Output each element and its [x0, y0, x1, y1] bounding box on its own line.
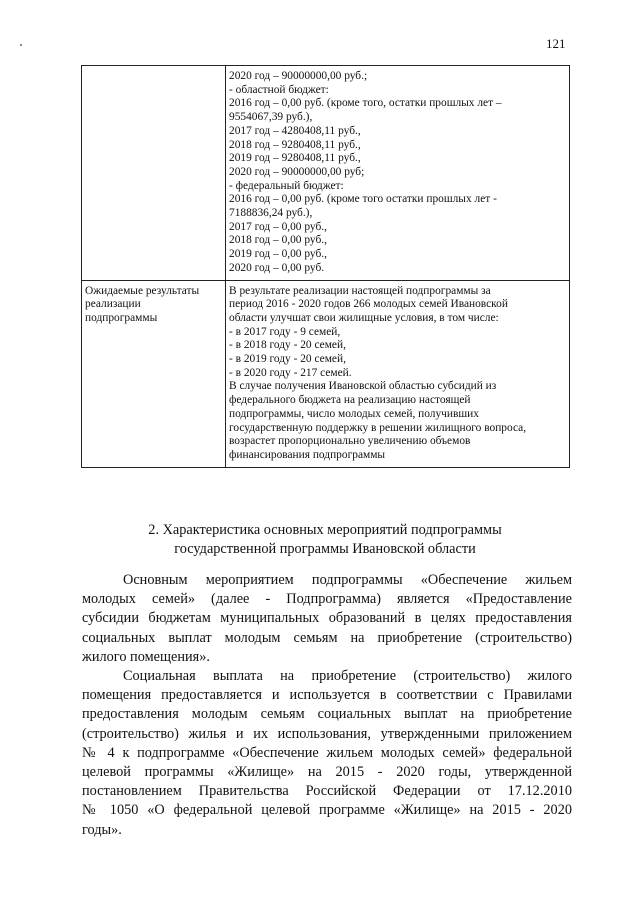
text-line: 2018 год – 9280408,11 руб., [229, 138, 361, 151]
text-line: подпрограммы [85, 311, 158, 324]
text-line: подпрограммы, число молодых семей, получивших [229, 407, 479, 420]
text-line: федерального бюджета на реализацию настоящей [229, 394, 471, 407]
page-number: 121 [546, 36, 566, 51]
table-row-expected-results [82, 280, 570, 467]
text-line: период 2016 - 2020 годов 266 молодых семей Ивановской [229, 298, 508, 311]
paragraph [82, 667, 572, 840]
text-line: 2016 год – 0,00 руб. (кроме того, остатки прошлых лет – [229, 97, 502, 110]
text-line: Ожидаемые результаты [85, 284, 200, 297]
table-cell-label-expected-results [82, 280, 226, 467]
table-cell-funding-details [226, 66, 570, 281]
text-line: 2016 год – 0,00 руб. (кроме того остатки прошлых лет - [229, 193, 497, 206]
text-line: Социальная выплата на приобретение (строительство) жилого [123, 668, 572, 685]
text-line: постановлением Правительства Российской Федерации от 17.12.2010 [82, 783, 572, 800]
text-line: - в 2017 году - 9 семей, [229, 325, 341, 338]
text-line: государственной программы Ивановской области [174, 541, 476, 557]
text-line: - в 2019 году - 20 семей, [229, 353, 346, 366]
text-line: (строительство) жилья и их использования, утвержденными приложением [82, 725, 572, 742]
scan-artifact [20, 44, 22, 46]
table-row-funding [82, 66, 570, 281]
text-line: социальных выплат молодым семьям на приобретение (строительство) [82, 629, 572, 646]
section-heading [80, 521, 570, 559]
text-line: - в 2018 году - 20 семей, [229, 339, 346, 352]
text-line: № 1050 «О федеральной целевой программе «Жилище» на 2015 - 2020 [82, 802, 572, 819]
text-line: 2018 год – 0,00 руб., [229, 234, 327, 247]
text-line: 2019 год – 0,00 руб., [229, 248, 327, 261]
text-line: помещения предоставляется и используется в соответствии с Правилами [82, 687, 572, 704]
paragraph [82, 571, 572, 667]
text-line: 2020 год – 90000000,00 руб.; [229, 70, 368, 82]
text-line: жилого помещения». [82, 648, 210, 665]
body-text [82, 571, 572, 840]
text-line: В результате реализации настоящей подпрограммы за [229, 284, 491, 297]
text-line: В случае получения Ивановской областью субсидий из [229, 380, 497, 393]
text-line: предоставления молодым семьям социальных выплат на приобретение [82, 706, 572, 723]
text-line: 2017 год – 0,00 руб., [229, 220, 327, 233]
text-line: 7188836,24 руб.), [229, 207, 313, 220]
text-line: 2. Характеристика основных мероприятий подпрограммы [148, 522, 502, 538]
text-line: субсидии бюджетам муниципальных образований в целях предоставления [82, 610, 572, 627]
text-line: 2020 год – 0,00 руб. [229, 261, 325, 274]
text-line: возрастет пропорционально увеличению объемов [229, 435, 471, 448]
table-cell-expected-results [226, 280, 570, 467]
text-line: области улучшат свои жилищные условия, в том числе: [229, 311, 499, 324]
text-line: 9554067,39 руб.), [229, 111, 313, 124]
text-line: финансирования подпрограммы [229, 448, 386, 461]
text-line: - федеральный бюджет: [229, 179, 344, 192]
text-line: № 4 к подпрограмме «Обеспечение жильем молодых семей» федеральной [82, 744, 572, 761]
text-line: реализации [85, 298, 141, 311]
text-line: - в 2020 году - 217 семей. [229, 366, 352, 379]
text-line: молодых семей» (далее - Подпрограмма) является «Предоставление [82, 591, 572, 608]
text-line: 2020 год – 90000000,00 руб; [229, 165, 365, 178]
text-line: 2019 год – 9280408,11 руб., [229, 152, 361, 165]
table-cell-label-empty [82, 66, 226, 281]
text-line: годы». [82, 821, 122, 838]
text-line: целевой программы «Жилище» на 2015 - 2020 годы, утвержденной [82, 764, 572, 781]
text-line: государственную поддержку в решении жилищного вопроса, [229, 421, 527, 434]
text-line: - областной бюджет: [229, 83, 329, 96]
subprogram-passport-table [81, 65, 570, 468]
text-line: 2017 год – 4280408,11 руб., [229, 124, 361, 137]
text-line: Основным мероприятием подпрограммы «Обеспечение жильем [123, 572, 572, 588]
